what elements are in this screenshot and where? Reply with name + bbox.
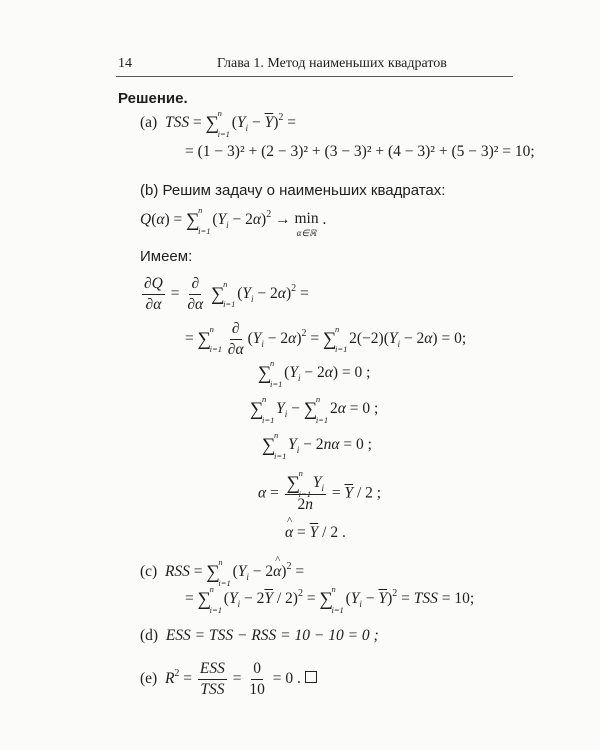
part-b-label: (b) — [140, 182, 159, 199]
part-b-text: Решим задачу о наименьших квадратах: — [162, 182, 446, 199]
part-a-label: (a) — [140, 114, 158, 131]
part-c-rss-value: = ∑ i=1 n $(Y_i - 2\overline{Y} / 2)^2$ = ∑ i=1 n $(Y_i - \overline{Y})^2$ = TSS = 10; — [185, 584, 475, 615]
tss-expansion: (1 − 3)² + (2 − 3)² + (3 − 3)² + (4 − 3)² + (5 − 3)² = 10; — [197, 143, 535, 160]
equation-sum-zero: ∑ i=1 n $(Y_i - 2\alpha) = 0$ ; — [258, 358, 371, 389]
part-e-label: (e) — [140, 669, 158, 687]
part-d-label: (d) — [140, 627, 159, 644]
objective-function: Q(α) = ∑ i=1 n $(Y_i - 2\alpha)^2$ → min α∈ℝ . — [140, 205, 327, 238]
part-c-label: (c) — [140, 563, 158, 580]
solution-heading: Решение. — [118, 90, 188, 107]
page-number: 14 — [118, 56, 132, 71]
derivative-step-1: $\frac{\partial Q}{\partial\alpha}$ = $\frac{\partial}{\partial\alpha}$ ∑ i=1 n $(Y_i - 2\alpha)^2$ = — [144, 275, 309, 313]
ess-equation: ESS = TSS − RSS = 10 − 10 = 0 ; — [165, 627, 379, 644]
equation-n-alpha: ∑ i=1 n $Y_i - 2n\alpha = 0$ ; — [262, 430, 372, 461]
part-a-tss-value: = (1 − 3)² + (2 − 3)² + (3 − 3)² + (4 − 3)² + (5 − 3)² = 10; — [185, 143, 535, 160]
part-d-ess — [140, 627, 379, 645]
part-e-r-squared: (e) $R^2$ = $\frac{\text{ESS}}{\text{TSS}}$ = $\frac{0}{10}$ = 0 . — [140, 660, 317, 699]
header-rule — [116, 76, 513, 77]
alpha-hat-estimate: ^ $\alpha = \overline{Y} / 2$ . — [285, 524, 346, 542]
part-c-rss-definition: (c) RSS = ∑ i=1 n ($Y_i$ − 2^ α)$^2$ = — [140, 563, 304, 582]
equation-split-sums: ∑ i=1 n $Y_i$ − ∑ i=1 n 2α = 0 ; — [250, 394, 379, 425]
derivative-step-2: = ∑ i=1 n $\frac{\partial}{\partial\alpha}$ $(Y_i - 2\alpha)^2$ = ∑ i=1 n $2(-2)(Y_i - 2\alpha) = 0$; — [185, 320, 467, 358]
part-a-tss-definition: (a) TSS = ∑ i=1 n $(Y_i - \overline{Y})^2$ = — [140, 108, 296, 139]
r2-result: = 0 . — [272, 669, 301, 687]
running-head: Глава 1. Метод наименьших квадратов — [217, 56, 447, 71]
have-label: Имеем: — [140, 248, 193, 265]
equation-alpha-solution: α = ∑ i=1 n $Y_i$ 2n = $\overline{Y} / 2$ ; — [258, 468, 382, 514]
r2-numerator: 0 — [251, 660, 263, 680]
r2-denominator: 10 — [249, 680, 265, 698]
part-b-intro — [140, 182, 445, 199]
qed-square-icon — [305, 671, 317, 683]
